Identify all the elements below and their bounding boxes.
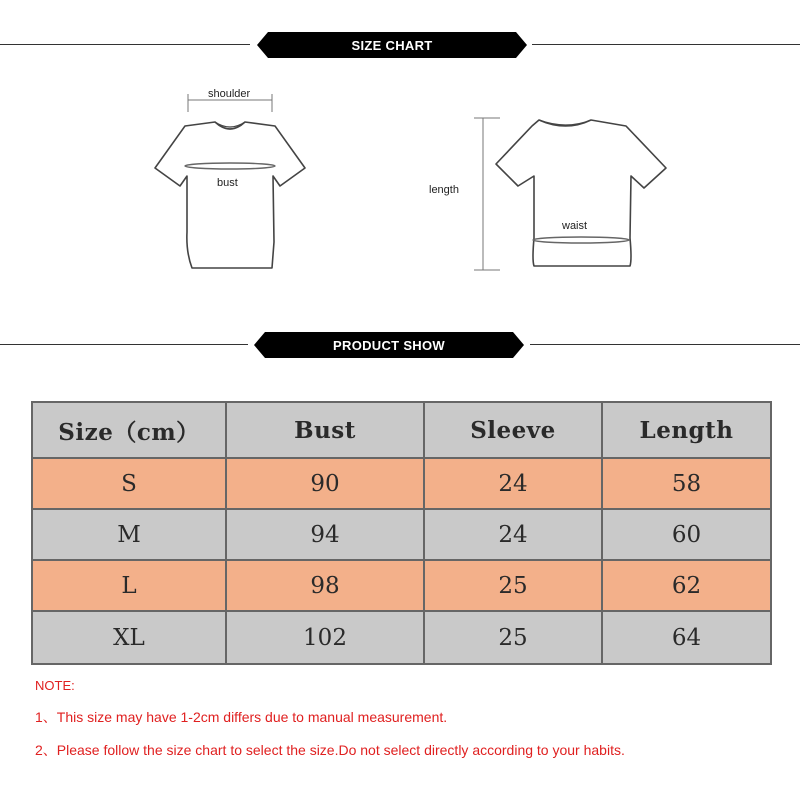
product-show-heading: PRODUCT SHOW <box>265 332 513 358</box>
divider-left <box>0 344 248 345</box>
cell-size: M <box>32 509 226 560</box>
note-title: NOTE: <box>35 678 75 693</box>
table-row <box>32 509 771 560</box>
table-row <box>32 560 771 611</box>
header-length: Length <box>602 402 771 458</box>
shirt-length-diagram <box>426 110 676 275</box>
cell-bust: 90 <box>226 458 424 509</box>
note-line-2: 2、Please follow the size chart to select the size.Do not select directly according to your habits. <box>35 742 625 758</box>
bust-label: bust <box>217 177 238 189</box>
cell-size: S <box>32 458 226 509</box>
notes-section <box>35 678 775 773</box>
cell-bust: 98 <box>226 560 424 611</box>
cell-length: 58 <box>602 458 771 509</box>
table-header-row <box>32 402 771 458</box>
cell-length: 60 <box>602 509 771 560</box>
cell-bust: 94 <box>226 509 424 560</box>
product-show-banner <box>0 330 800 360</box>
note-line-1: 1、This size may have 1-2cm differs due to manual measurement. <box>35 709 448 725</box>
cell-sleeve: 25 <box>424 611 602 664</box>
table-row <box>32 611 771 664</box>
cell-size: XL <box>32 611 226 664</box>
shirt-front-diagram <box>140 82 320 282</box>
cell-sleeve: 25 <box>424 560 602 611</box>
header-sleeve: Sleeve <box>424 402 602 458</box>
divider-right <box>530 344 800 345</box>
size-table <box>31 401 772 665</box>
table-row <box>32 458 771 509</box>
cell-sleeve: 24 <box>424 509 602 560</box>
header-bust: Bust <box>226 402 424 458</box>
tshirt-side-icon <box>426 110 676 275</box>
cell-sleeve: 24 <box>424 458 602 509</box>
size-chart-heading: SIZE CHART <box>268 32 516 58</box>
divider-right <box>532 44 800 45</box>
cell-length: 62 <box>602 560 771 611</box>
length-label: length <box>429 184 459 196</box>
cell-size: L <box>32 560 226 611</box>
cell-bust: 102 <box>226 611 424 664</box>
waist-label: waist <box>562 220 588 232</box>
cell-length: 64 <box>602 611 771 664</box>
shoulder-label: shoulder <box>208 88 251 100</box>
divider-left <box>0 44 250 45</box>
header-size: Size（cm） <box>32 402 226 458</box>
size-chart-banner <box>0 30 800 60</box>
